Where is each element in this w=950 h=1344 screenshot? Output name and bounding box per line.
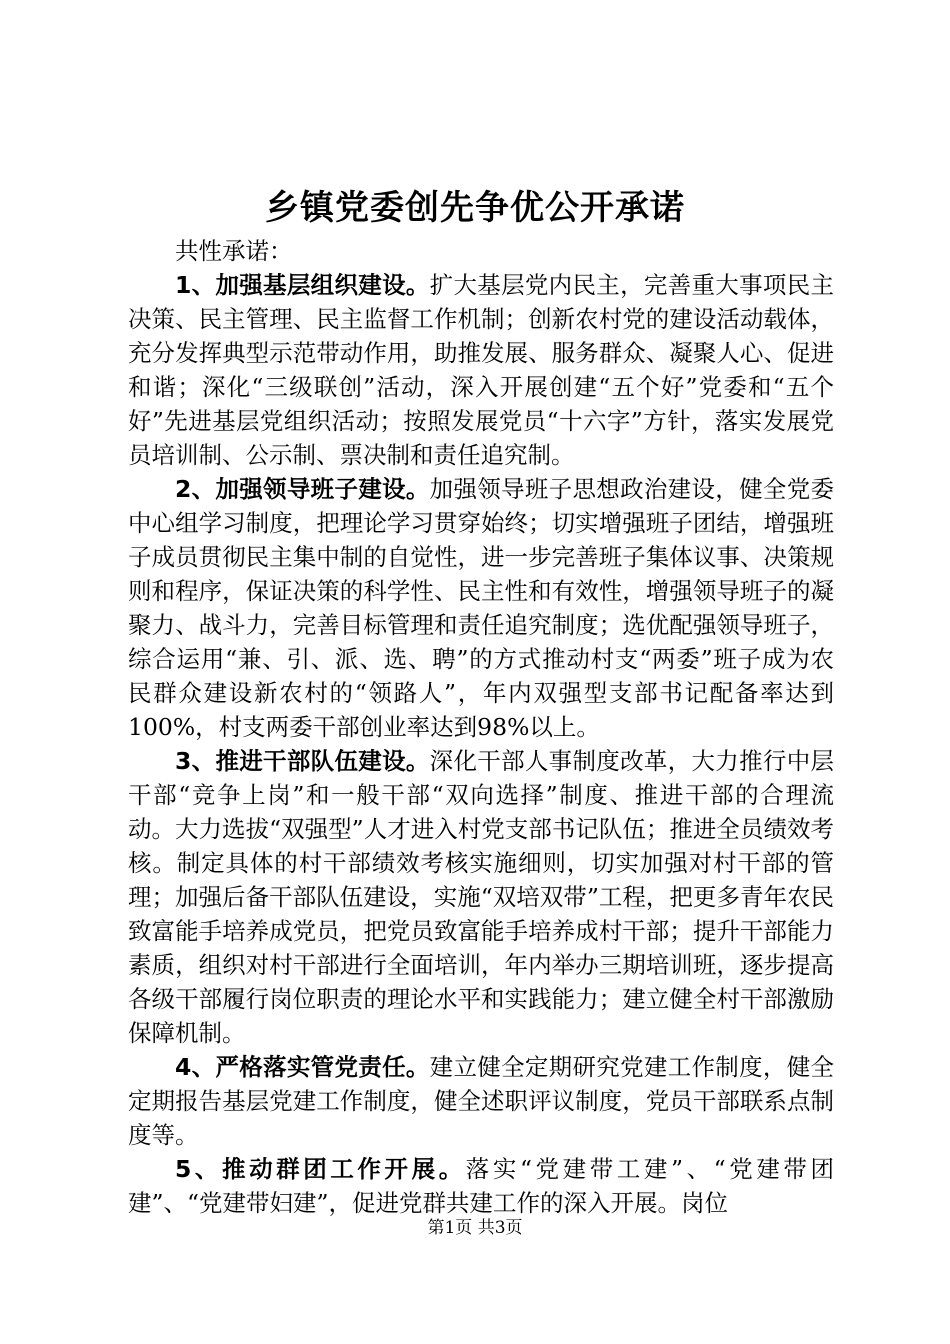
item-heading: 2、加强领导班子建设。 xyxy=(175,475,430,503)
commitment-item-4 xyxy=(128,1050,834,1152)
commitment-item-5 xyxy=(128,1152,834,1220)
item-heading: 5、推动群团工作开展。 xyxy=(175,1155,466,1183)
page-number-footer: 第1页 共3页 xyxy=(427,1218,523,1238)
commitment-item-2 xyxy=(128,472,834,744)
document-body xyxy=(128,234,834,1220)
item-text: 扩大基层党内民主，完善重大事项民主决策、民主管理、民主监督工作机制；创新农村党的建设活动载体，充分发挥典型示范带动作用，助推发展、服务群众、凝聚人心、促进和谐；深化“三级联创”活动，深入开展创建“五个好”党委和“五个好”先进基层党组织活动；按照发展党员“十六字”方针，落实发展党员培训制、公示制、票决制和责任追究制。 xyxy=(128,271,834,469)
item-text: 落实“党建带工建”、“党建带团建”、“党建带妇建”，促进党群共建工作的深入开展。岗位 xyxy=(128,1155,834,1217)
item-text: 深化干部人事制度改革，大力推行中层干部“竞争上岗”和一般干部“双向选择”制度、推进干部的合理流动。大力选拔“双强型”人才进入村党支部书记队伍；推进全员绩效考核。制定具体的村干部绩效考核实施细则，切实加强对村干部的管理；加强后备干部队伍建设，实施“双培双带”工程，把更多青年农民致富能手培养成党员，把党员致富能手培养成村干部；提升干部能力素质，组织对村干部进行全面培训，年内举办三期培训班，逐步提高各级干部履行岗位职责的理论水平和实践能力；建立健全村干部激励保障机制。 xyxy=(128,747,834,1047)
document-title: 乡镇党委创先争优公开承诺 xyxy=(265,188,685,228)
item-heading: 4、严格落实管党责任。 xyxy=(175,1053,430,1081)
item-text: 建立健全定期研究党建工作制度，健全定期报告基层党建工作制度，健全述职评议制度，党员干部联系点制度等。 xyxy=(128,1053,834,1149)
intro-paragraph: 共性承诺： xyxy=(175,237,293,265)
item-heading: 3、推进干部队伍建设。 xyxy=(175,747,430,775)
item-heading: 1、加强基层组织建设。 xyxy=(175,271,430,299)
item-text: 加强领导班子思想政治建设，健全党委中心组学习制度，把理论学习贯穿始终；切实增强班子团结，增强班子成员贯彻民主集中制的自觉性，进一步完善班子集体议事、决策规则和程序，保证决策的科学性、民主性和有效性，增强领导班子的凝聚力、战斗力，完善目标管理和责任追究制度；选优配强领导班子，综合运用“兼、引、派、选、聘”的方式推动村支“两委”班子成为农民群众建设新农村的“领路人”，年内双强型支部书记配备率达到100%，村支两委干部创业率达到98%以上。 xyxy=(128,475,834,741)
commitment-item-1 xyxy=(128,268,834,472)
commitment-item-3 xyxy=(128,744,834,1050)
